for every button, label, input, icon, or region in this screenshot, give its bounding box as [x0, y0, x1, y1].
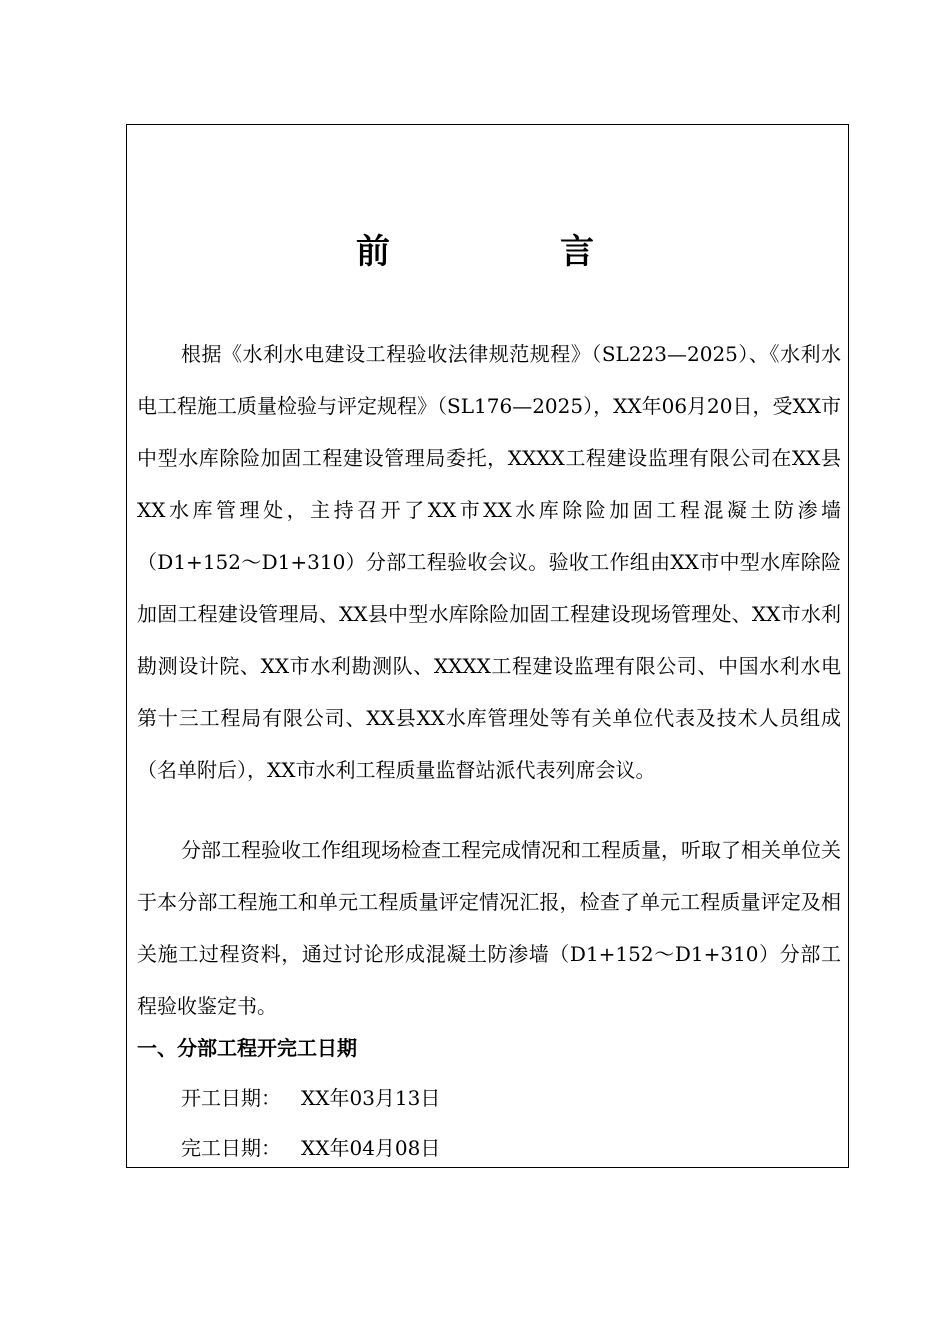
start-date-value: XX年03月13日 [301, 1086, 441, 1110]
start-date-line [181, 1080, 440, 1116]
start-date-label: 开工日期： [181, 1086, 281, 1110]
end-date-line [181, 1130, 440, 1166]
intro-paragraph-1: 根据《水利水电建设工程验收法律规范规程》（SL223—2025）、《水利水电工程施工质量检验与评定规程》（SL176—2025），XX年06月20日，受XX市中型水库除险加固工程建设管理局委托，XXXX工程建设监理有限公司在XX县XX水库管理处，主持召开了XX市XX水库除险加固工程混凝土防渗墙（D1+152～D1+310）分部工程验收会议。验收工作组由XX市中型水库除险加固工程建设管理局、XX县中型水库除险加固工程建设现场管理处、XX市水利勘测设计院、XX市水利勘测队、XXXX工程建设监理有限公司、中国水利水电第十三工程局有限公司、XX县XX水库管理处等有关单位代表及技术人员组成（名单附后），XX市水利工程质量监督站派代表列席会议。 [137, 342, 841, 782]
intro-paragraph-2: 分部工程验收工作组现场检查工程完成情况和工程质量，听取了相关单位关于本分部工程施工和单元工程质量评定情况汇报，检查了单元工程质量评定及相关施工过程资料，通过讨论形成混凝土防渗墙（D1+152～D1+310）分部工程验收鉴定书。 [137, 838, 841, 1018]
page-title: 前 言 [356, 232, 662, 272]
end-date-value: XX年04月08日 [301, 1136, 441, 1160]
end-date-label: 完工日期： [181, 1136, 281, 1160]
section-heading: 一、分部工程开完工日期 [137, 1036, 357, 1060]
